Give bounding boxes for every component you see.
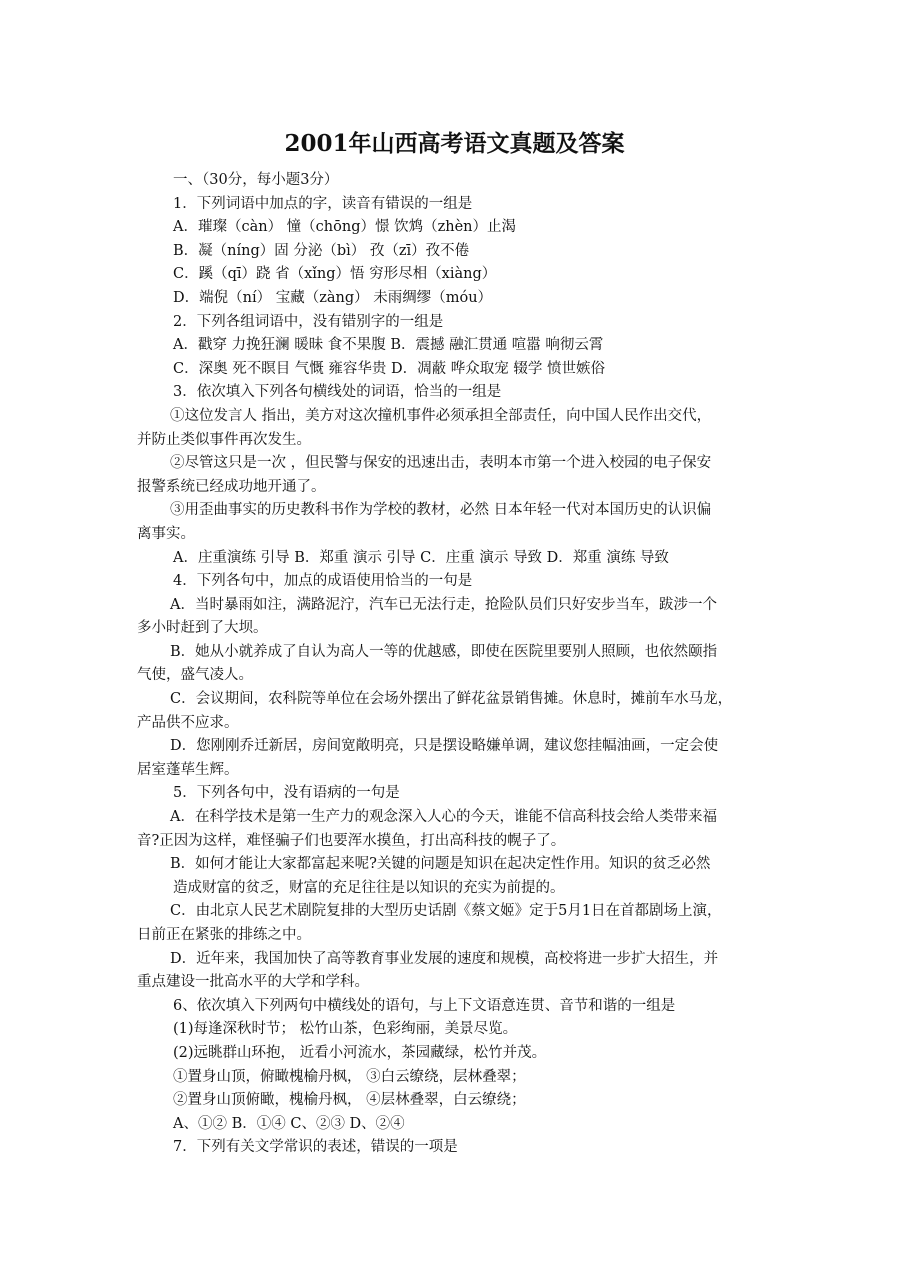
option-line: A．庄重演练 引导 B．郑重 演示 引导 C．庄重 演示 导致 D．郑重 演练 导致 bbox=[173, 549, 669, 566]
page-title: 2001年山西高考语文真题及答案 bbox=[284, 130, 625, 157]
paragraph-line: (1)每逢深秋时节； 松竹山茶，色彩绚丽，美景尽览。 bbox=[173, 1021, 518, 1038]
paragraph-line: (2)远眺群山环抱， 近看小河流水，茶园藏绿，松竹并茂。 bbox=[173, 1044, 547, 1061]
paragraph-line: 日前正在紧张的排练之中。 bbox=[137, 927, 311, 943]
paragraph-line: B．她从小就养成了自认为高人一等的优越感，即使在医院里要别人照顾，也依然颐指 bbox=[170, 643, 718, 660]
paragraph-line: 多小时赶到了大坝。 bbox=[137, 620, 268, 637]
paragraph-line: 并防止类似事件再次发生。 bbox=[137, 431, 311, 448]
option-line: A、①② B．①④ C、②③ D、②④ bbox=[173, 1115, 405, 1132]
question-7: 7．下列有关文学常识的表述，错误的一项是 bbox=[173, 1139, 458, 1156]
question-5: 5．下列各句中，没有语病的一句是 bbox=[173, 785, 400, 802]
paragraph-line: 气使，盛气凌人。 bbox=[137, 667, 253, 684]
question-1: 1．下列词语中加点的字，读音有错误的一组是 bbox=[173, 195, 473, 212]
option-line: ①置身山顶，俯瞰槐榆丹枫， ③白云缭绕，层林叠翠； bbox=[173, 1068, 526, 1085]
document-body bbox=[137, 169, 777, 1160]
paragraph-line: C．会议期间，农科院等单位在会场外摆出了鲜花盆景销售摊。休息时，摊前车水马龙， bbox=[170, 691, 733, 708]
paragraph-line: D．您刚刚乔迁新居，房间宽敞明亮，只是摆设略嫌单调，建议您挂幅油画，一定会使 bbox=[170, 738, 719, 755]
option-line: A．戳穿 力挽狂澜 暖昧 食不果腹 B．震撼 融汇贯通 喧嚣 响彻云霄 bbox=[173, 337, 604, 354]
paragraph-line: 造成财富的贫乏，财富的充足往往是以知识的充实为前提的。 bbox=[173, 879, 565, 896]
paragraph-line: 产品供不应求。 bbox=[137, 714, 239, 731]
question-6: 6、依次填入下列两句中横线处的语句，与上下文语意连贯、音节和谐的一组是 bbox=[173, 997, 676, 1014]
paragraph-line: ①这位发言人 指出，美方对这次撞机事件必须承担全部责任，向中国人民作出交代， bbox=[170, 407, 712, 424]
paragraph-line: ②尽管这只是一次 ，但民警与保安的迅速出击，表明本市第一个进入校园的电子保安 bbox=[170, 455, 712, 472]
question-4: 4．下列各句中，加点的成语使用恰当的一句是 bbox=[173, 573, 473, 590]
paragraph-line: B．如何才能让大家都富起来呢?关键的问题是知识在起决定性作用。知识的贫乏必然 bbox=[170, 856, 711, 873]
paragraph-line: 报警系统已经成功地开通了。 bbox=[137, 478, 326, 495]
option-line: C．深奥 死不瞑目 气慨 雍容华贵 D．凋蔽 哗众取宠 辍学 愤世嫉俗 bbox=[173, 360, 605, 377]
option-line: B．凝（níng）固 分泌（bì） 孜（zī）孜不倦 bbox=[173, 242, 470, 259]
question-2: 2．下列各组词语中，没有错别字的一组是 bbox=[173, 313, 444, 330]
paragraph-line: 重点建设一批高水平的大学和学科。 bbox=[137, 974, 369, 991]
paragraph-line: A．当时暴雨如注，满路泥泞，汽车已无法行走，抢险队员们只好安步当车，跋涉一个 bbox=[170, 596, 717, 613]
paragraph-line: A．在科学技术是第一生产力的观念深入人心的今天，谁能不信高科技会给人类带来福 bbox=[170, 809, 717, 826]
question-3: 3．依次填入下列各句横线处的词语，恰当的一组是 bbox=[173, 384, 502, 401]
paragraph-line: 音?正因为这样，难怪骗子们也要浑水摸鱼，打出高科技的幌子了。 bbox=[137, 832, 566, 849]
option-line: A．璀璨（càn） 憧（chōng）憬 饮鸩（zhèn）止渴 bbox=[173, 219, 517, 236]
section-heading: 一、（30分，每小题3分） bbox=[173, 172, 339, 188]
paragraph-line: C．由北京人民艺术剧院复排的大型历史话剧《蔡文姬》定于5月1日在首都剧场上演， bbox=[170, 903, 722, 920]
paragraph-line: D．近年来，我国加快了高等教育事业发展的速度和规模，高校将进一步扩大招生，并 bbox=[170, 950, 719, 967]
paragraph-line: ③用歪曲事实的历史教科书作为学校的教材，必然 日本年轻一代对本国历史的认识偏 bbox=[170, 502, 712, 519]
option-line: D．端倪（ní） 宝藏（zàng） 未雨绸缪（móu） bbox=[173, 289, 493, 306]
option-line: C．蹊（qī）跷 省（xǐng）悟 穷形尽相（xiàng） bbox=[173, 266, 497, 283]
option-line: ②置身山顶俯瞰，槐榆丹枫， ④层林叠翠，白云缭绕； bbox=[173, 1092, 526, 1109]
paragraph-line: 居室蓬荜生辉。 bbox=[137, 761, 239, 778]
paragraph-line: 离事实。 bbox=[137, 525, 195, 542]
